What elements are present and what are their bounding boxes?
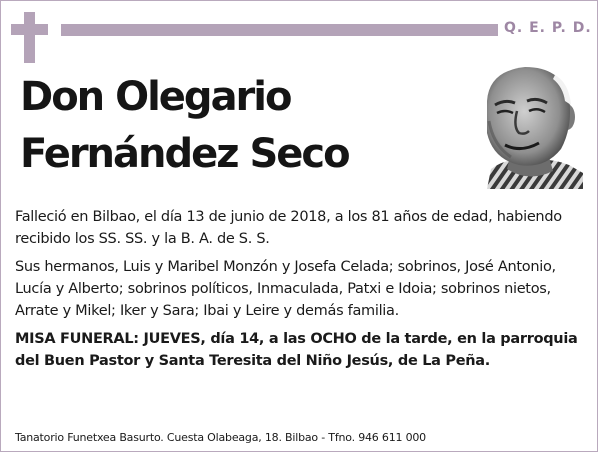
qepd-label: Q. E. P. D. — [504, 20, 592, 36]
cross-icon-bar — [11, 24, 48, 35]
portrait-photo-icon — [477, 61, 583, 189]
name-line-1: Don Olegario — [20, 74, 291, 120]
header-divider — [61, 24, 498, 36]
funeral-home-info: Tanatorio Funetxea Basurto. Cuesta Olabeaga, 18. Bilbao - Tfno. 946 611 000 — [15, 431, 426, 444]
funeral-mass-notice: MISA FUNERAL: JUEVES, día 14, a las OCHO de la tarde, en la parroquia del Buen Pastor y Santa Teresita del Niño Jesús, de La Peña. — [15, 331, 578, 369]
portrait-photo — [477, 61, 583, 189]
death-notice: Falleció en Bilbao, el día 13 de junio de 2018, a los 81 años de edad, habiendo recibido los SS. SS. y la B. A. de S. S. — [15, 209, 562, 247]
obituary-body — [15, 206, 590, 378]
deceased-name — [20, 69, 349, 183]
cross-icon — [24, 12, 35, 63]
family-list: Sus hermanos, Luis y Maribel Monzón y Josefa Celada; sobrinos, José Antonio, Lucía y Alberto; sobrinos políticos, Inmaculada, Patxi e Idoia; sobrinos nietos, Arrate y Mikel; Iker y Sara; Ibai y Leire y demás familia. — [15, 259, 556, 319]
name-line-2: Fernández Seco — [20, 131, 349, 177]
